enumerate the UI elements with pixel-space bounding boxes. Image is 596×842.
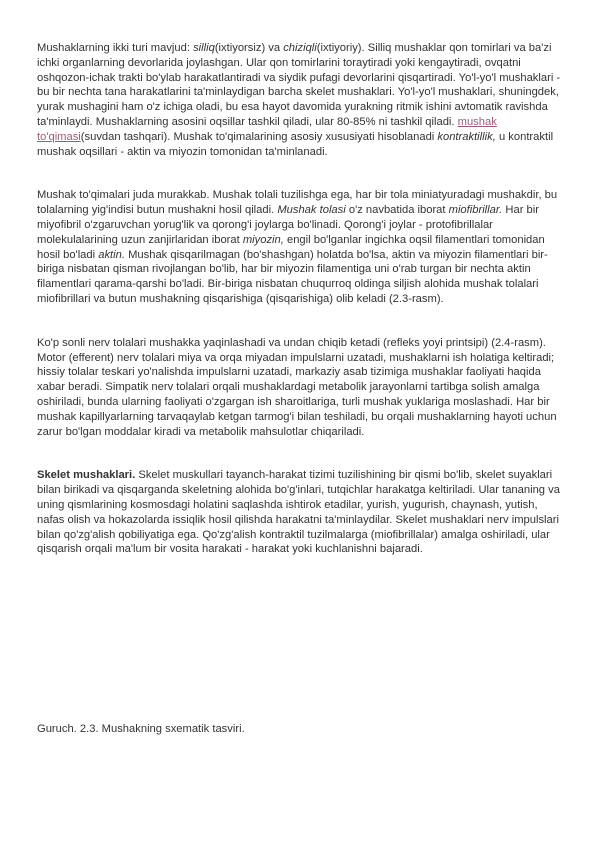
text: Mushaklarning ikki turi mavjud:: [37, 42, 194, 54]
text: o'z navbatida iborat: [345, 204, 449, 217]
text: (ixtiyoriy). Silliq mushaklar qon tomirlari va ba'zi ichki organlarning devorlarida joylashgan. Ular qon tomirlarini toraytiradi yoki kengaytiradi, ovqatni oshqozon-ichak trakti bo'ylab harakatlantiradi va siydik pufagi devorlarini qisqartiradi. Yo'l-yo'l mushaklari - bu bir nechta tana harakatlarini ta'minlaydigan barcha skelet mushaklari. Yo'l-yo'l mushaklari, shuningdek, yurak mushagini ham o'z ichiga oladi, bu esa hayot davomida yurakning ritmik ishini avtomatik ravishda ta'minlaydi. Mushaklarning asosini oqsillar tashkil qiladi, ular 80-85% ni tashkil qiladi.: [37, 42, 561, 128]
italic-term: kontraktillik,: [437, 130, 496, 143]
paragraph-skeletal-muscles: [37, 468, 565, 557]
text: u kontraktil mushak oqsillari - aktin va miyozin tomonidan ta'minlanadi.: [37, 130, 554, 158]
text: (suvdan tashqari). Mushak to'qimalarining asosiy xususiyati hisoblanadi: [80, 130, 438, 143]
text: (ixtiyorsiz) va: [214, 42, 284, 54]
italic-term: miyozin,: [242, 233, 284, 246]
italic-term: silliq: [193, 42, 215, 54]
figure-caption: Guruch. 2.3. Mushakning sxematik tasviri.: [37, 723, 245, 735]
paragraph-muscle-types: [37, 41, 565, 159]
text: Ko'p sonli nerv tolalari mushakka yaqinlashadi va undan chiqib ketadi (refleks yoyi printsipi) (2.4-rasm). Motor (efferent) nerv tolalari miya va orqa miyadan impulslarni uzatadi, mushaklarni ish holatiga keltiradi; hissiy tolalar teskari yo'nalishda impulslarni uzatadi, markaziy asab tizimiga mushaklar faoliyati haqida xabar beradi. Simpatik nerv tolalari orqali mushaklardagi metabolik jarayonlarni tartibga solish amalga oshiriladi, bunda ularning faoliyati o'zgargan ish sharoitlariga, turli mushak yuklariga moslashadi. Har bir mushak kapillyarlarning tarvaqaylab ketgan tarmog'i bilan teshiladi, bu orqali mushaklarning hayoti uchun zarur bo'lgan moddalar kiradi va metabolik mahsulotlar chiqariladi.: [37, 336, 557, 438]
paragraph-nerve-fibers: [37, 336, 565, 440]
text: Mushak qisqarilmagan (bo'shashgan) holatda bo'lsa, aktin va miyozin filamentlari bir-biriga nisbatan qisman rivojlangan bo'lib, har bir miyozin filamentiga uni o'rab turgan bir nechta aktin filamentlari qarama-qarshi bo'ladi. Bir-biriga nisbatan chuqurroq oldinga siljish alohida mushak tolalari miofibrillari va butun mushakning qisqarishiga (qisqarishiga) olib keladi (2.3-rasm).: [37, 248, 548, 305]
section-heading: Skelet mushaklari.: [37, 469, 136, 482]
italic-term: aktin.: [98, 248, 125, 261]
muscle-tissue-link[interactable]: mushak to'qimasi: [37, 115, 497, 143]
paragraph-muscle-structure: [37, 188, 565, 306]
italic-term: miofibrillar.: [448, 204, 503, 217]
text: Har bir miyofibril o'zgaruvchan yorug'lik va qorong'i joylarga bo'linadi. Qorong'i joylar - protofibrillalar molekulalarining uzun zanjirlaridan iborat: [37, 204, 539, 246]
italic-term: chiziqli: [283, 42, 317, 54]
italic-term: Mushak tolasi: [277, 204, 346, 217]
text: engil bo'lganlar ingichka oqsil filamentlari tomonidan hosil bo'ladi: [37, 233, 545, 261]
document-body: [37, 41, 565, 557]
text: Skelet muskullari tayanch-harakat tizimi tuzilishining bir qismi bo'lib, skelet suyaklari bilan birikadi va qisqarganda skeletning alohida bo'g'inlari, tutqichlar harakatga keltiriladi. Ular tananing va uning qismlarining kosmosdagi holatini saqlashda ishtirok etadilar, yurish, yugurish, chaynash, yutish, nafas olish va hokazolarda issiqlik hosil qilishda harakatni ta'minlaydilar. Skelet mushaklari nerv impulslari bilan qo'zg'alish qobiliyatiga ega. Qo'zg'alish kontraktil tuzilmalarga (miofibrillalar) amalga oshiriladi, ular qisqarish orqali ma'lum bir vosita harakati - harakat yoki kuchlanishni bajaradi.: [37, 469, 560, 556]
text: Mushak to'qimalari juda murakkab. Mushak tolali tuzilishga ega, har bir tola miniatyuradagi mushakdir, bu tolalarning yig'indisi butun mushakni hosil qiladi.: [37, 189, 558, 217]
